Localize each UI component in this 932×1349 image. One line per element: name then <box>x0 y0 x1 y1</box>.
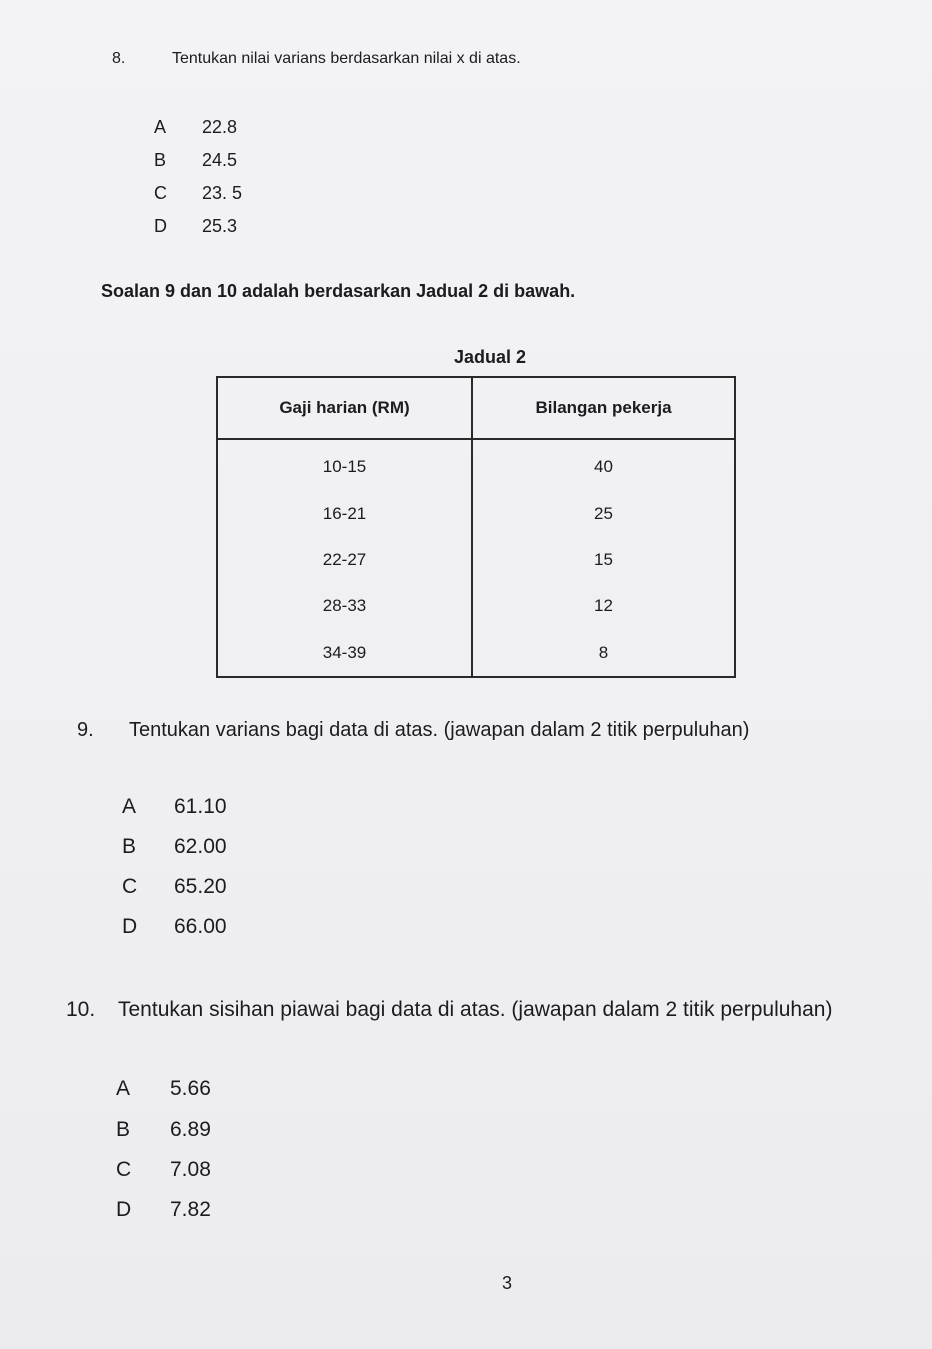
frequency-table <box>216 376 736 678</box>
cell-wage: 22-27 <box>217 537 472 583</box>
option-letter-d: D <box>116 1198 132 1221</box>
section-intro: Soalan 9 dan 10 adalah berdasarkan Jadual 2 di bawah. <box>101 281 576 301</box>
option-value-b: 62.00 <box>174 835 227 858</box>
question-number: 8. <box>112 50 126 67</box>
option-letter-a: A <box>116 1077 131 1100</box>
option-value-c: 7.08 <box>170 1158 211 1181</box>
cell-wage: 28-33 <box>217 583 472 629</box>
cell-wage: 16-21 <box>217 490 472 536</box>
question-number: 9. <box>77 719 94 741</box>
column-header-worker-count: Bilangan pekerja <box>472 377 735 439</box>
question-stem: Tentukan varians bagi data di atas. (jawapan dalam 2 titik perpuluhan) <box>129 719 750 741</box>
question-stem: Tentukan sisihan piawai bagi data di atas. (jawapan dalam 2 titik perpuluhan) <box>118 998 833 1021</box>
option-letter-d: D <box>154 216 167 236</box>
table-row <box>217 439 735 490</box>
table-row <box>217 630 735 677</box>
option-value-d: 25.3 <box>202 216 238 236</box>
option-letter-b: B <box>154 150 167 170</box>
column-header-daily-wage: Gaji harian (RM) <box>217 377 472 439</box>
cell-count: 8 <box>472 630 735 677</box>
option-letter-a: A <box>122 795 137 818</box>
option-value-d: 66.00 <box>174 915 227 938</box>
table-row <box>217 490 735 536</box>
cell-count: 12 <box>472 583 735 629</box>
cell-count: 15 <box>472 537 735 583</box>
option-letter-c: C <box>122 875 138 898</box>
table-header-row <box>217 377 735 439</box>
option-value-c: 65.20 <box>174 875 227 898</box>
option-value-a: 61.10 <box>174 795 227 818</box>
option-letter-c: C <box>154 183 167 203</box>
table-row <box>217 583 735 629</box>
cell-wage: 10-15 <box>217 439 472 490</box>
option-letter-c: C <box>116 1158 132 1181</box>
cell-count: 40 <box>472 439 735 490</box>
cell-wage: 34-39 <box>217 630 472 677</box>
option-value-b: 6.89 <box>170 1118 211 1141</box>
option-value-a: 5.66 <box>170 1077 211 1100</box>
page-number: 3 <box>502 1273 513 1293</box>
table-row <box>217 537 735 583</box>
option-letter-a: A <box>154 117 167 137</box>
question-number: 10. <box>66 998 96 1021</box>
option-value-a: 22.8 <box>202 117 238 137</box>
option-value-c: 23. 5 <box>202 183 243 203</box>
option-value-d: 7.82 <box>170 1198 211 1221</box>
option-letter-b: B <box>122 835 137 858</box>
table-title <box>0 347 932 368</box>
cell-count: 25 <box>472 490 735 536</box>
table-title-text: Jadual 2 <box>453 347 527 367</box>
option-letter-d: D <box>122 915 138 938</box>
option-value-b: 24.5 <box>202 150 238 170</box>
question-stem: Tentukan nilai varians berdasarkan nilai x di atas. <box>172 50 521 67</box>
option-letter-b: B <box>116 1118 131 1141</box>
